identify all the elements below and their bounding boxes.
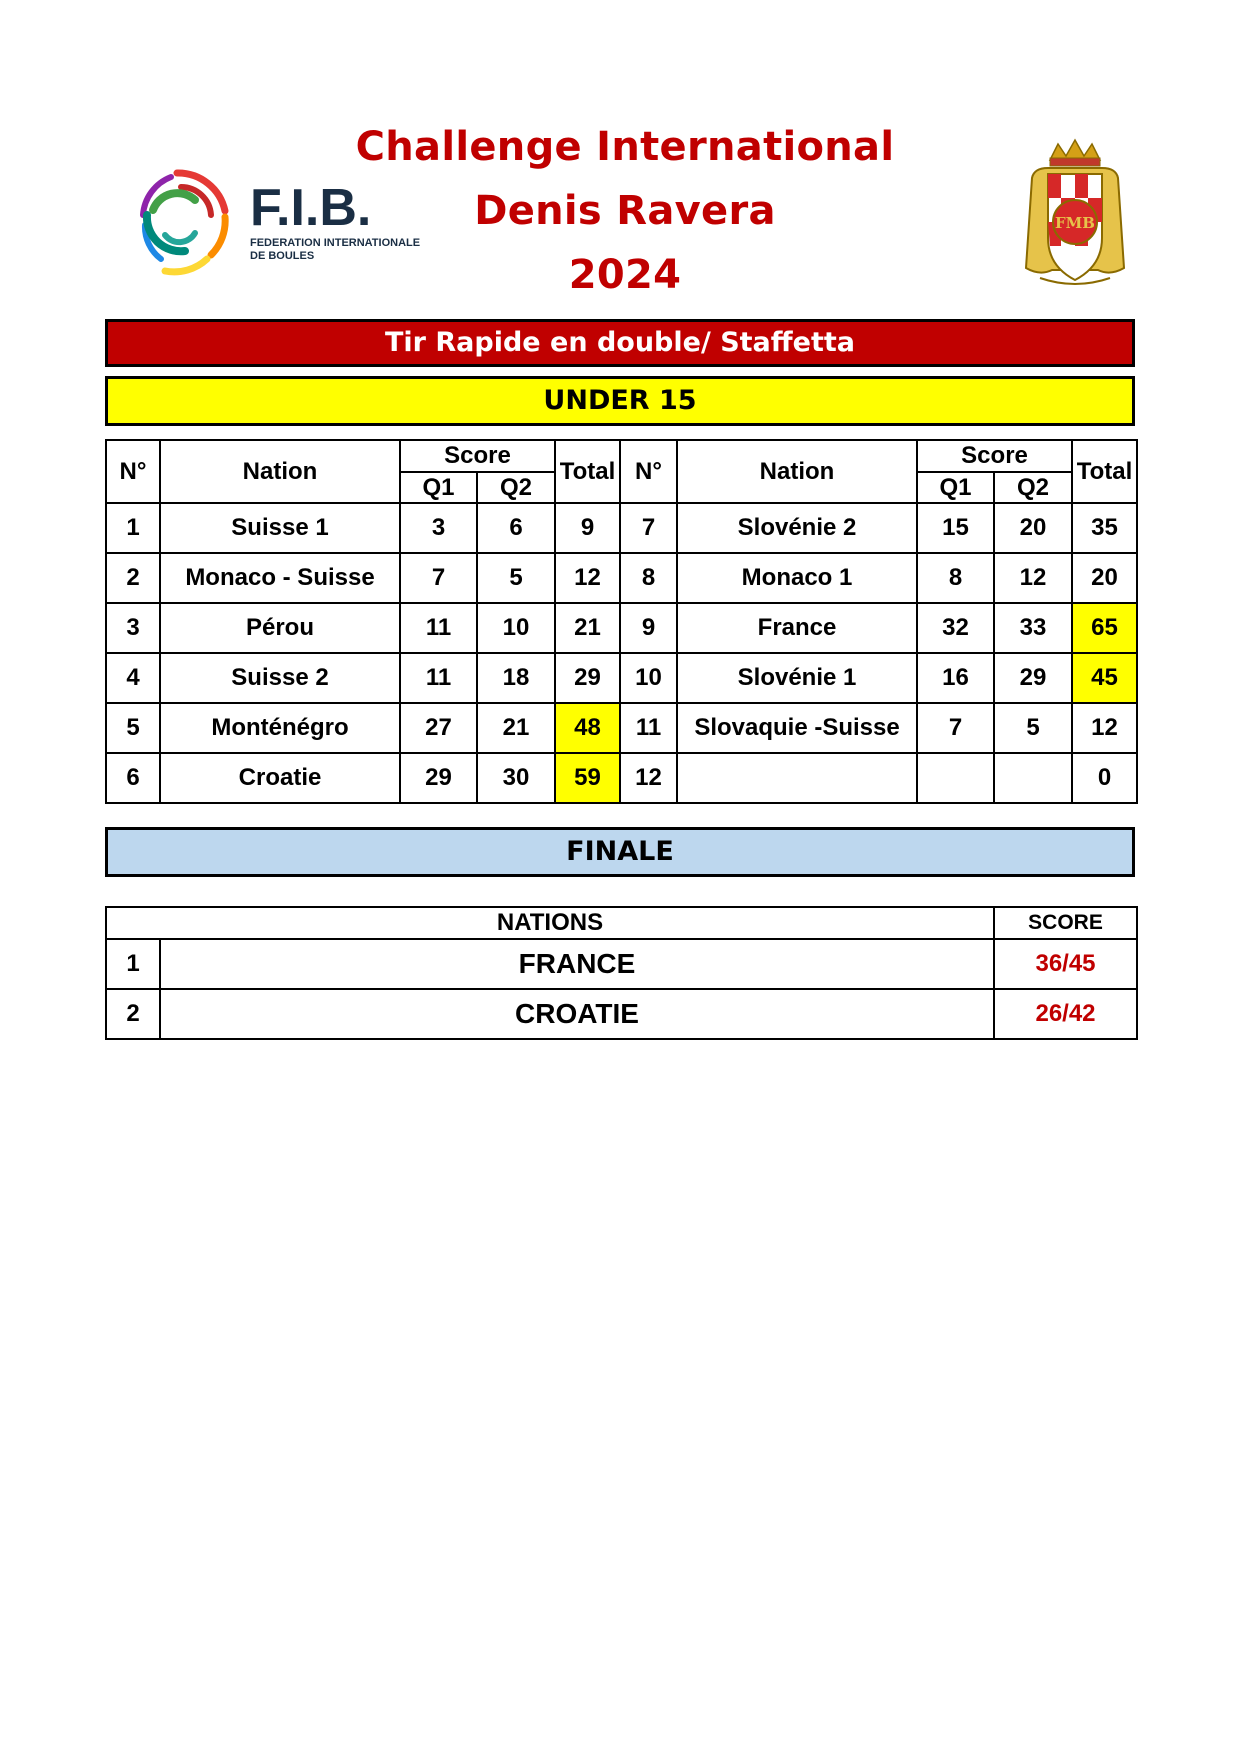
table-row	[106, 503, 1137, 553]
cell-total: 65	[1072, 603, 1137, 653]
finale-header-score: SCORE	[994, 907, 1137, 939]
finale-table	[105, 906, 1138, 1040]
cell-total: 20	[1072, 553, 1137, 603]
cell-total: 59	[555, 753, 620, 803]
cell-q1: 7	[400, 553, 477, 603]
cell-total: 21	[555, 603, 620, 653]
header-no: N°	[106, 440, 160, 503]
cell-nation: France	[677, 603, 917, 653]
cell-q1: 29	[400, 753, 477, 803]
cell-q1: 27	[400, 703, 477, 753]
header-score: Score	[917, 440, 1072, 472]
finale-score: 26/42	[994, 989, 1137, 1039]
cell-q2: 20	[994, 503, 1072, 553]
cell-total: 0	[1072, 753, 1137, 803]
cell-q2	[994, 753, 1072, 803]
header-q1: Q1	[400, 472, 477, 503]
cell-q2: 12	[994, 553, 1072, 603]
cell-no: 7	[620, 503, 677, 553]
cell-q2: 10	[477, 603, 555, 653]
cell-nation: Suisse 1	[160, 503, 400, 553]
cell-no: 8	[620, 553, 677, 603]
fib-logo-subtitle-1: FEDERATION INTERNATIONALE	[250, 237, 421, 249]
cell-nation: Slovaquie -Suisse	[677, 703, 917, 753]
header-nation: Nation	[160, 440, 400, 503]
table-row	[106, 703, 1137, 753]
finale-banner: FINALE	[105, 827, 1135, 877]
cell-q1	[917, 753, 994, 803]
cell-q2: 33	[994, 603, 1072, 653]
header-nation: Nation	[677, 440, 917, 503]
cell-q1: 16	[917, 653, 994, 703]
finale-rank: 2	[106, 989, 160, 1039]
cell-no: 1	[106, 503, 160, 553]
cell-q1: 8	[917, 553, 994, 603]
table-row	[106, 753, 1137, 803]
cell-q2: 18	[477, 653, 555, 703]
event-banner: Tir Rapide en double/ Staffetta	[105, 319, 1135, 367]
title-line-2: Denis Ravera	[474, 188, 776, 234]
cell-no: 6	[106, 753, 160, 803]
cell-nation: Slovénie 1	[677, 653, 917, 703]
header-q2: Q2	[477, 472, 555, 503]
table-row	[106, 603, 1137, 653]
cell-no: 2	[106, 553, 160, 603]
title-line-1: Challenge International	[355, 124, 895, 170]
cell-q1: 11	[400, 603, 477, 653]
fib-logo-letters: F.I.B.	[250, 179, 372, 237]
cell-q1: 11	[400, 653, 477, 703]
cell-q2: 21	[477, 703, 555, 753]
finale-header-nations: NATIONS	[106, 907, 994, 939]
header-q1: Q1	[917, 472, 994, 503]
header-total: Total	[1072, 440, 1137, 503]
cell-no: 9	[620, 603, 677, 653]
table-header-row	[106, 440, 1137, 472]
cell-no: 3	[106, 603, 160, 653]
cell-nation: Slovénie 2	[677, 503, 917, 553]
cell-nation	[677, 753, 917, 803]
cell-no: 11	[620, 703, 677, 753]
cell-nation: Croatie	[160, 753, 400, 803]
cell-nation: Pérou	[160, 603, 400, 653]
cell-no: 4	[106, 653, 160, 703]
cell-q2: 29	[994, 653, 1072, 703]
cell-nation: Monténégro	[160, 703, 400, 753]
finale-score: 36/45	[994, 939, 1137, 989]
finale-row	[106, 939, 1137, 989]
finale-rank: 1	[106, 939, 160, 989]
cell-q2: 5	[477, 553, 555, 603]
category-banner: UNDER 15	[105, 376, 1135, 426]
fmb-crest-logo	[1020, 138, 1130, 293]
finale-nation: FRANCE	[160, 939, 994, 989]
cell-no: 12	[620, 753, 677, 803]
fib-logo	[125, 155, 455, 285]
fib-logo-subtitle-2: DE BOULES	[250, 250, 315, 262]
cell-nation: Monaco 1	[677, 553, 917, 603]
finale-header-row	[106, 907, 1137, 939]
cell-q2: 30	[477, 753, 555, 803]
score-table	[105, 439, 1138, 804]
cell-total: 48	[555, 703, 620, 753]
cell-nation: Suisse 2	[160, 653, 400, 703]
header-score: Score	[400, 440, 555, 472]
table-row	[106, 653, 1137, 703]
cell-total: 12	[555, 553, 620, 603]
cell-nation: Monaco - Suisse	[160, 553, 400, 603]
cell-q1: 7	[917, 703, 994, 753]
cell-total: 45	[1072, 653, 1137, 703]
cell-total: 9	[555, 503, 620, 553]
header-q2: Q2	[994, 472, 1072, 503]
cell-total: 29	[555, 653, 620, 703]
header-total: Total	[555, 440, 620, 503]
cell-no: 5	[106, 703, 160, 753]
cell-q1: 3	[400, 503, 477, 553]
cell-q2: 5	[994, 703, 1072, 753]
title-line-3: 2024	[568, 252, 682, 298]
fmb-logo-letters: FMB	[1055, 214, 1095, 232]
cell-total: 35	[1072, 503, 1137, 553]
finale-nation: CROATIE	[160, 989, 994, 1039]
finale-row	[106, 989, 1137, 1039]
cell-q1: 32	[917, 603, 994, 653]
cell-q1: 15	[917, 503, 994, 553]
cell-no: 10	[620, 653, 677, 703]
cell-total: 12	[1072, 703, 1137, 753]
header-no: N°	[620, 440, 677, 503]
cell-q2: 6	[477, 503, 555, 553]
table-row	[106, 553, 1137, 603]
